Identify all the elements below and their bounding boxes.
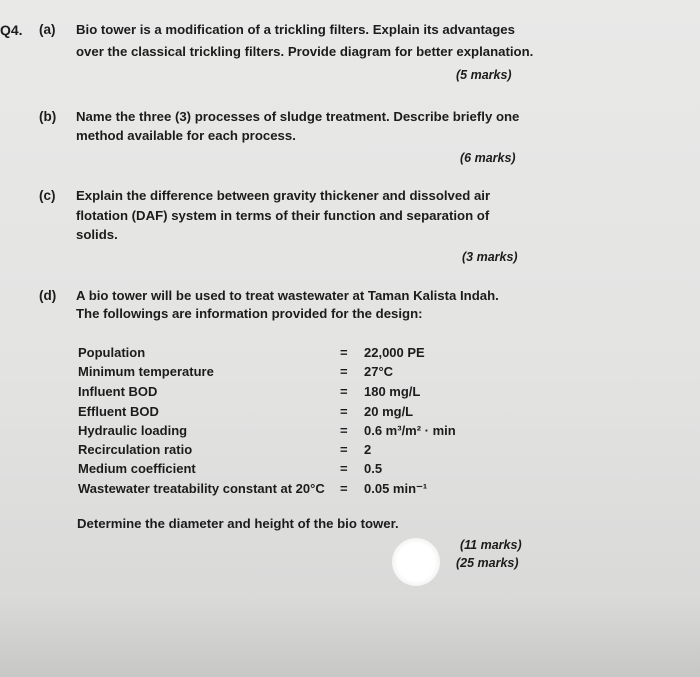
total-marks: (25 marks) xyxy=(456,556,519,570)
part-c-line-3: solids. xyxy=(76,227,118,242)
part-b-label: (b) xyxy=(39,109,57,124)
part-d-label: (d) xyxy=(39,288,57,303)
param-value: 22,000 PE xyxy=(364,345,425,360)
part-a-label: (a) xyxy=(39,22,56,37)
param-equals: = xyxy=(340,345,348,360)
param-equals: = xyxy=(340,364,348,379)
param-value: 180 mg/L xyxy=(364,384,421,399)
part-d-line-2: The followings are information provided for the design: xyxy=(76,306,423,321)
param-value: 2 xyxy=(364,442,372,457)
param-value: 0.05 min⁻¹ xyxy=(364,481,428,496)
param-label: Hydraulic loading xyxy=(78,423,188,438)
param-value: 27°C xyxy=(364,364,394,379)
part-a-line-2: over the classical trickling filters. Provide diagram for better explanation. xyxy=(76,44,534,59)
param-label: Medium coefficient xyxy=(78,461,196,476)
part-b-line-1: Name the three (3) processes of sludge treatment. Describe briefly one xyxy=(76,109,520,124)
part-a-line-1: Bio tower is a modification of a trickling filters. Explain its advantages xyxy=(76,22,515,37)
part-d-task: Determine the diameter and height of the bio tower. xyxy=(77,516,399,531)
part-c-line-1: Explain the difference between gravity thickener and dissolved air xyxy=(76,188,491,203)
part-c-label: (c) xyxy=(39,188,56,203)
param-equals: = xyxy=(340,461,348,476)
param-equals: = xyxy=(340,384,348,399)
part-a-marks: (5 marks) xyxy=(456,68,512,82)
param-label: Population xyxy=(78,345,146,360)
param-label: Minimum temperature xyxy=(78,364,214,379)
question-number: Q4. xyxy=(0,22,23,38)
param-value: 20 mg/L xyxy=(364,404,414,419)
param-equals: = xyxy=(340,423,348,438)
param-label: Influent BOD xyxy=(78,384,158,399)
param-equals: = xyxy=(340,481,348,496)
part-d-line-1: A bio tower will be used to treat wastewater at Taman Kalista Indah. xyxy=(76,288,499,303)
param-label: Effluent BOD xyxy=(78,404,159,419)
part-b-line-2: method available for each process. xyxy=(76,128,296,143)
param-label: Wastewater treatability constant at 20°C xyxy=(78,481,325,496)
part-b-marks: (6 marks) xyxy=(460,151,516,165)
part-c-marks: (3 marks) xyxy=(462,250,518,264)
part-d-marks: (11 marks) xyxy=(460,538,522,552)
param-value: 0.6 m³/m² · min xyxy=(364,423,456,438)
light-glare xyxy=(392,538,440,586)
param-value: 0.5 xyxy=(364,461,383,476)
param-label: Recirculation ratio xyxy=(78,442,193,457)
page-shadow xyxy=(0,600,700,677)
part-c-line-2: flotation (DAF) system in terms of their function and separation of xyxy=(76,208,490,223)
param-equals: = xyxy=(340,404,348,419)
param-equals: = xyxy=(340,442,348,457)
